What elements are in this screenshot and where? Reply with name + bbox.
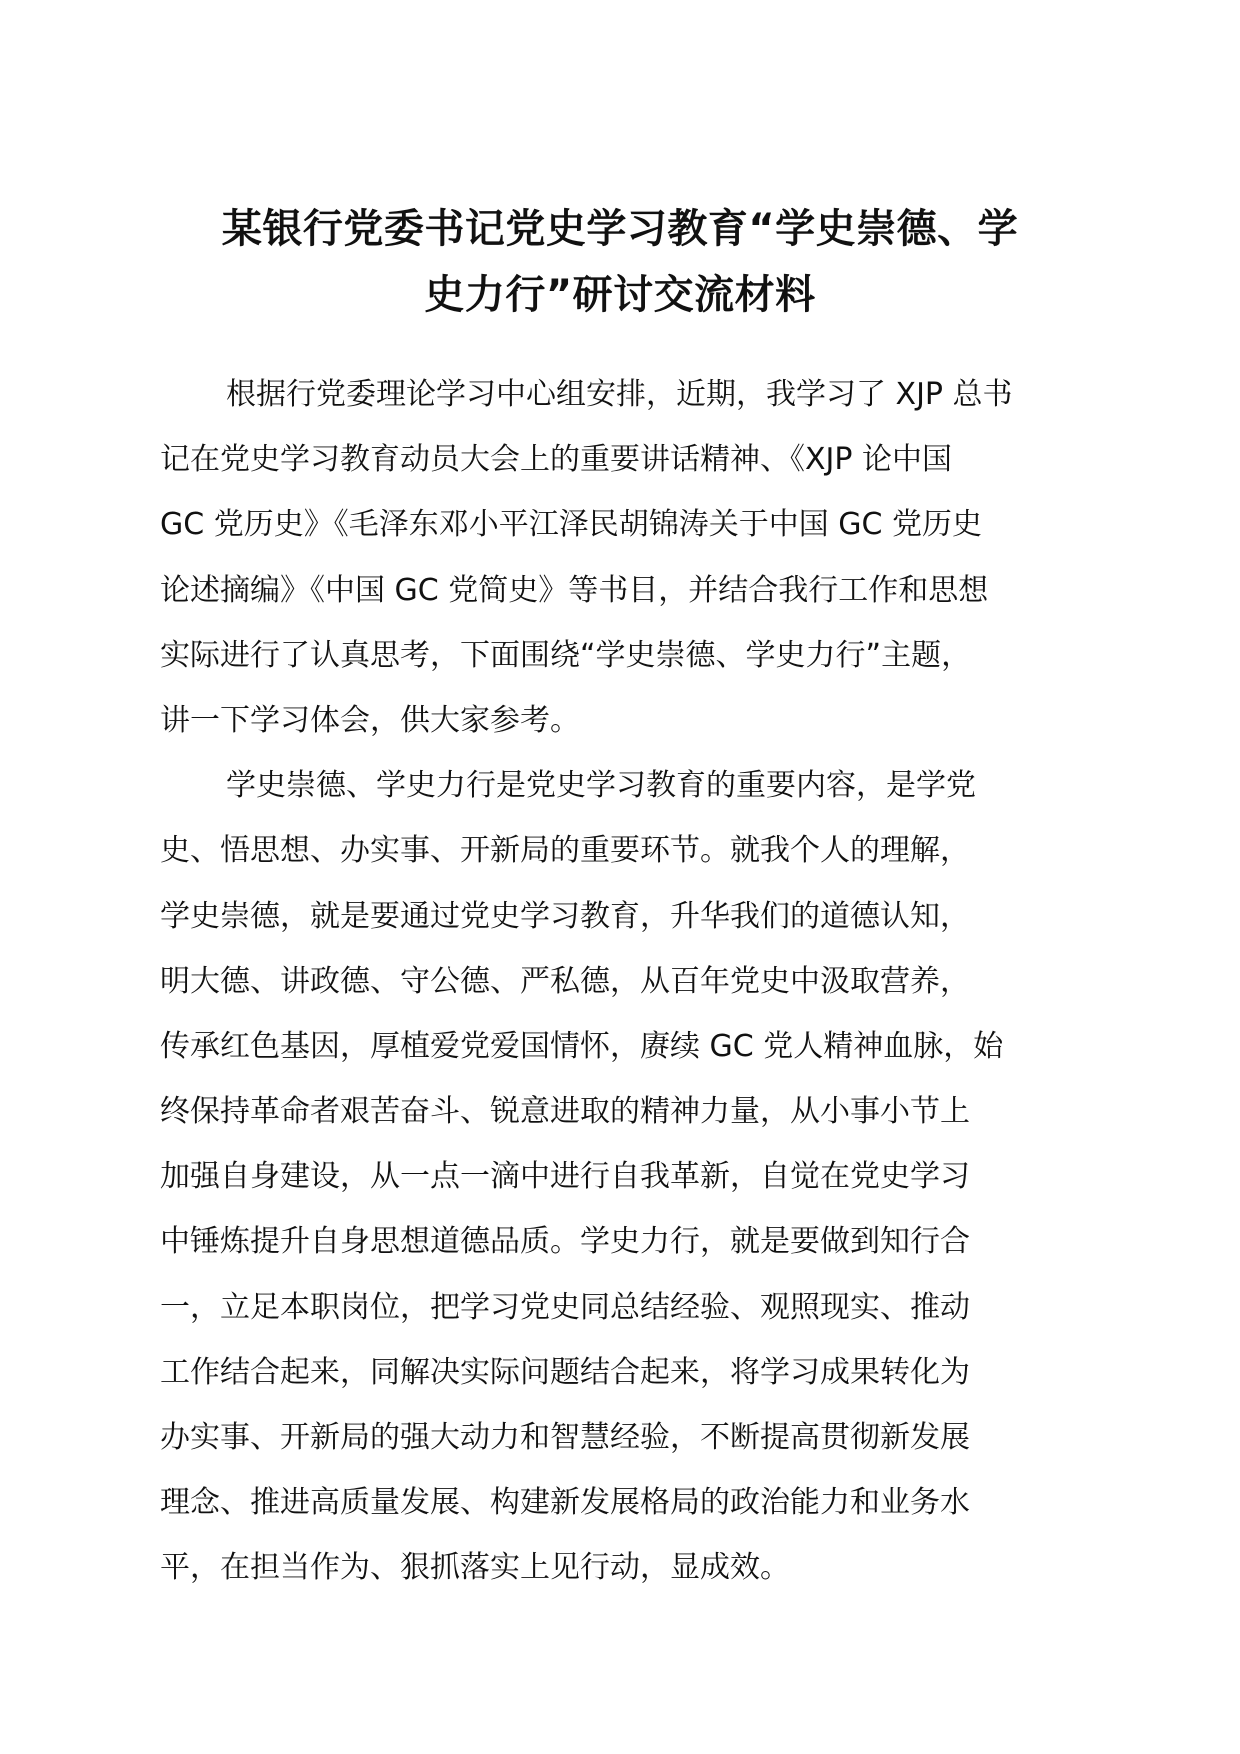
paragraph-line: 学史崇德、学史力行是党史学习教育的重要内容，是学党 bbox=[226, 768, 976, 804]
paragraph-line: 论述摘编》《中国 GC 党简史》等书目，并结合我行工作和思想 bbox=[160, 572, 989, 608]
paragraph-line: 办实事、开新局的强大动力和智慧经验，不断提高贯彻新发展 bbox=[160, 1420, 970, 1455]
paragraph-line: 理念、推进高质量发展、构建新发展格局的政治能力和业务水 bbox=[160, 1485, 970, 1521]
paragraph-line: 史、悟思想、办实事、开新局的重要环节。就我个人的理解， bbox=[160, 833, 970, 869]
title-line-2: 史力行”研讨交流材料 bbox=[424, 272, 816, 318]
paragraph-line: 工作结合起来，同解决实际问题结合起来，将学习成果转化为 bbox=[160, 1354, 970, 1390]
paragraph-line: GC 党历史》《毛泽东邓小平江泽民胡锦涛关于中国 GC 党历史 bbox=[160, 507, 982, 543]
paragraph-line: 实际进行了认真思考，下面围绕“学史崇德、学史力行”主题， bbox=[160, 637, 972, 673]
paragraph-line: 终保持革命者艰苦奋斗、锐意进取的精神力量，从小事小节上 bbox=[160, 1094, 970, 1130]
paragraph-line: 学史崇德，就是要通过党史学习教育，升华我们的道德认知， bbox=[160, 898, 970, 934]
paragraph-1 bbox=[160, 362, 1120, 753]
paragraph-2 bbox=[160, 753, 1120, 1600]
paragraph-line: 讲一下学习体会，供大家参考。 bbox=[160, 702, 580, 738]
paragraph-line: 根据行党委理论学习中心组安排，近期，我学习了 XJP 总书 bbox=[226, 377, 1013, 412]
paragraph-line: 一，立足本职岗位，把学习党史同总结经验、观照现实、推动 bbox=[160, 1289, 970, 1325]
title-line-1: 某银行党委书记党史学习教育“学史崇德、学 bbox=[221, 206, 1019, 252]
paragraph-line: 明大德、讲政德、守公德、严私德，从百年党史中汲取营养， bbox=[160, 963, 970, 999]
paragraph-line: 中锤炼提升自身思想道德品质。学史力行，就是要做到知行合 bbox=[160, 1224, 970, 1260]
paragraph-line: 传承红色基因，厚植爱党爱国情怀，赓续 GC 党人精神血脉，始 bbox=[160, 1028, 1004, 1064]
paragraph-line: 记在党史学习教育动员大会上的重要讲话精神、《XJP 论中国 bbox=[160, 442, 953, 478]
document-body bbox=[160, 362, 1120, 1601]
paragraph-line: 加强自身建设，从一点一滴中进行自我革新，自觉在党史学习 bbox=[160, 1159, 970, 1195]
document-title bbox=[150, 196, 1090, 328]
paragraph-line: 平，在担当作为、狠抓落实上见行动，显成效。 bbox=[160, 1550, 790, 1586]
